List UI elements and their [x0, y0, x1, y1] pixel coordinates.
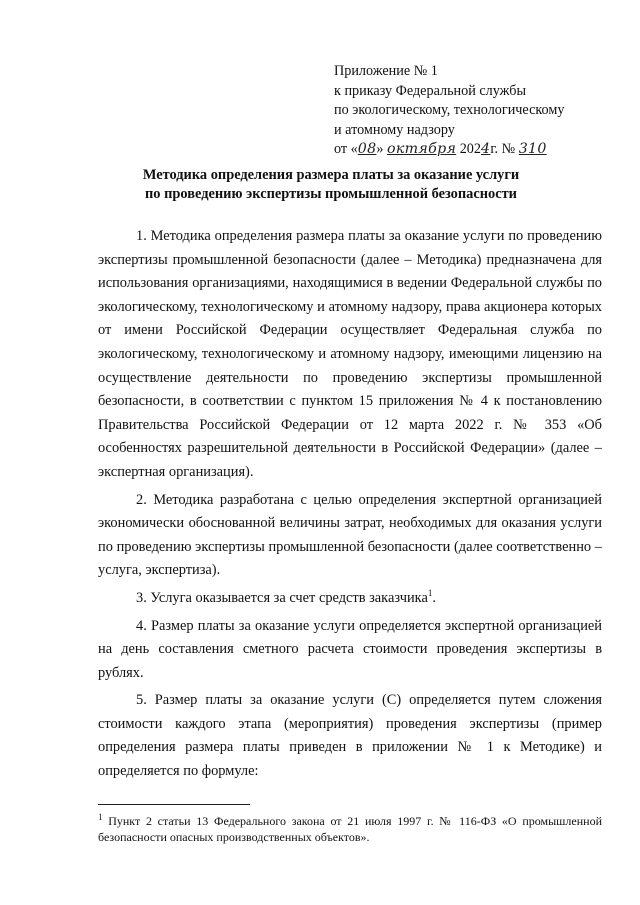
header-line-1: Приложение № 1	[334, 63, 438, 79]
approval-header	[334, 62, 614, 160]
header-line-4: и атомному надзору	[334, 121, 455, 138]
footnote-mark: 1	[98, 812, 103, 822]
footnote-divider	[98, 804, 250, 805]
document-title	[96, 166, 566, 204]
paragraph-2: 2. Методика разработана с целью определения экспертной организацией экономически обоснованной величины затрат, необходимых для оказания услуги по проведению экспертизы промышленной безопасности (далее соответственно – услуга, экспертиза).	[98, 491, 602, 579]
title-line-1: Методика определения размера платы за оказание услуги	[142, 167, 520, 183]
date-year-suffix: 4	[480, 141, 491, 157]
date-month: октября	[387, 141, 457, 157]
paragraph-1: 1. Методика определения размера платы за оказание услуги по проведению экспертизы промышленной безопасности (далее – Методика) предназначена для использования организациями, находящимися в ведении Федеральной службы по экологическому, технологическому и атомному надзору, права акционера которых от имени Российской Федерации осуществляет Федеральная служба по экологическому, технологическому и атомному надзору, имеющими лицензию на осуществление деятельности по проведению экспертизы промышленной безопасности, в соответствии с пунктом 15 приложения № 4 к постановлению Правительства Российской Федерации от 12 марта 2022 г. № 353 «Об особенностях разрешительной деятельности в Российской Федерации» (далее – экспертная организация).	[98, 228, 602, 480]
paragraph-5: 5. Размер платы за оказание услуги (С) определяется путем сложения стоимости каждого этапа (мероприятия) проведения экспертизы (пример определения размера платы приведен в приложении № 1 к Методике) и определяется по формуле:	[98, 692, 602, 780]
document-body	[98, 225, 602, 784]
date-day: 08	[357, 141, 377, 157]
header-line-3: по экологическому, технологическому	[334, 102, 565, 118]
date-mid: »	[376, 141, 384, 157]
header-line-2: к приказу Федеральной службы	[334, 82, 527, 99]
order-number: 310	[518, 141, 547, 157]
order-number-label: г. №	[490, 141, 516, 157]
title-line-2: по проведению экспертизы промышленной безопасности	[145, 186, 517, 202]
footnote	[98, 813, 602, 845]
date-year-prefix: 202	[459, 141, 481, 157]
paragraph-3	[98, 587, 602, 611]
paragraph-3-text: 3. Услуга оказывается за счет средств заказчика	[136, 589, 428, 606]
footnote-ref: 1	[427, 588, 433, 599]
paragraph-3-end: .	[432, 589, 436, 606]
footnote-text: Пункт 2 статьи 13 Федерального закона от 21 июля 1997 г. № 116-ФЗ «О промышленной безопасности опасных производственных объектов».	[98, 814, 602, 844]
header-date-line	[334, 140, 614, 160]
date-prefix: от «	[334, 141, 358, 157]
paragraph-4: 4. Размер платы за оказание услуги определяется экспертной организацией на день составления сметного расчета стоимости проведения экспертизы в рублях.	[98, 617, 602, 681]
